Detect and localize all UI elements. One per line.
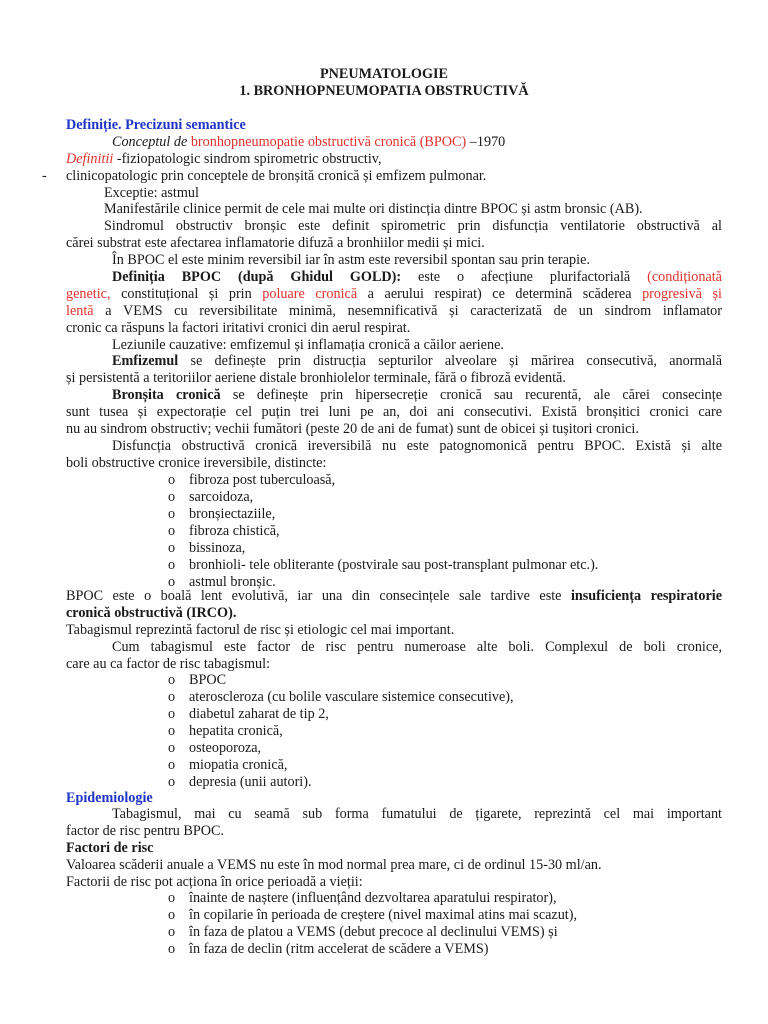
bullet-marker: o <box>168 574 176 590</box>
section-heading-factori: Factori de risc <box>66 840 154 856</box>
concept-label: Conceptul de <box>112 134 191 150</box>
gold-line1 <box>112 269 722 286</box>
gold-text-3: a aerului respirat) ce determină scăderea <box>357 286 643 302</box>
cum-line2: care au ca factor de risc tabagismul: <box>66 656 271 672</box>
list-item-text: bronșiectaziile, <box>189 506 276 522</box>
definitii-label: Definitii <box>66 151 114 167</box>
list-item-text: în faza de declin (ritm accelerat de scădere a VEMS) <box>189 941 489 957</box>
list-item-text: depresia (unii autori). <box>189 774 312 790</box>
emfizem-line1 <box>112 353 722 370</box>
list-item-text: sarcoidoza, <box>189 489 254 505</box>
paragraph-sindrom-line2: cărei substrat este afectarea inflamatorie difuză a bronhiilor medii și mici. <box>66 235 485 251</box>
list-item-text: astmul bronșic. <box>189 574 276 590</box>
gold-line2 <box>66 286 722 303</box>
list-item-text: miopatia cronică, <box>189 757 288 773</box>
irco-line1 <box>66 588 722 605</box>
emfizem-term: Emfizemul <box>112 353 179 369</box>
line-exceptie: Exceptie: astmul <box>104 185 199 201</box>
bronsita-term: Bronșita cronică <box>112 387 221 403</box>
list-item-text: înainte de naștere (influențând dezvoltarea aparatului respirator), <box>189 890 557 906</box>
gold-line4: cronic ca răspuns la factori iritativi cronici din aerul respirat. <box>66 320 411 336</box>
bullet-marker: o <box>168 757 176 773</box>
bullet-marker: o <box>168 907 176 923</box>
gold-red-4: progresivă și <box>642 286 722 302</box>
list-item-text: BPOC <box>189 672 227 688</box>
bullet-marker: o <box>168 723 176 739</box>
gold-red-5: lentă <box>66 303 94 319</box>
list-item-text: în faza de platou a VEMS (debut precoce al declinului VEMS) și <box>189 924 558 940</box>
concept-term: bronhopneumopatie obstructivă cronică (BPOC) <box>190 134 467 150</box>
concept-year: –1970 <box>466 134 506 150</box>
list-item-text: fibroza chistică, <box>189 523 280 539</box>
line-clinico <box>42 168 722 185</box>
bullet-marker: o <box>168 506 176 522</box>
bullet-marker: o <box>168 523 176 539</box>
bullet-marker: o <box>168 557 176 573</box>
chapter-title: 1. BRONHOPNEUMOPATIA OBSTRUCTIVĂ <box>239 83 529 99</box>
paragraph-bpoc-reversibil: În BPOC el este minim reversibil iar în astm este reversibil spontan sau prin terapie. <box>112 252 590 268</box>
paragraph-leziuni: Leziunile cauzative: emfizemul și inflamația cronică a căilor aeriene. <box>112 337 504 353</box>
paragraph-manifestari: Manifestările clinice permit de cele mai multe ori distincția dintre BPOC și astm bronsic (AB). <box>104 201 643 217</box>
irco-text: BPOC este o boală lent evolutivă, iar una din consecințele sale tardive este <box>66 588 571 604</box>
disfunctie-line2: boli obstructive cronice ireversibile, distincte: <box>66 455 327 471</box>
bullet-marker: o <box>168 890 176 906</box>
bullet-marker: o <box>168 472 176 488</box>
definitii-text: -fiziopatologic sindrom spirometric obstructiv, <box>113 151 382 167</box>
dash-marker: - <box>42 168 47 184</box>
gold-text-2: constituțional și prin <box>110 286 263 302</box>
bullet-marker: o <box>168 689 176 705</box>
gold-text-4: a VEMS cu reversibilitate minimă, nesemnificativă și caracterizată de un sindrom inflamator <box>93 303 722 319</box>
bullet-marker: o <box>168 540 176 556</box>
list-item-text: ateroscleroza (cu bolile vasculare sistemice consecutive), <box>189 689 514 705</box>
paragraph-sindrom-line1: Sindromul obstructiv bronșic este definit spirometric prin disfuncția ventilatorie obstructivă al <box>104 218 722 234</box>
bullet-marker: o <box>168 774 176 790</box>
irco-line2: cronică obstructivă (IRCO). <box>66 605 237 621</box>
list-item-text: fibroza post tuberculoasă, <box>189 472 336 488</box>
clinico-text: clinicopatologic prin conceptele de bronșită cronică și emfizem pulmonar. <box>66 168 487 184</box>
gold-heading: Definiția BPOC (după Ghidul GOLD): <box>112 269 402 285</box>
line-definitii <box>66 151 722 168</box>
bronsita-text: se definește prin hipersecreție cronică sau recurentă, ale cărei consecințe <box>220 387 722 403</box>
gold-red-1: (condiționată <box>647 269 722 285</box>
bullet-marker: o <box>168 672 176 688</box>
list-item-text: osteoporoza, <box>189 740 262 756</box>
list-item-text: hepatita cronică, <box>189 723 283 739</box>
bronsita-line3: nu au sindrom obstructiv; vechii fumători (peste 20 de ani de fumat) sunt de obicei și tușitori cronici. <box>66 421 639 437</box>
bullet-marker: o <box>168 740 176 756</box>
bullet-marker: o <box>168 706 176 722</box>
list-item-text: bronhioli- tele obliterante (postvirale sau post-transplant pulmonar etc.). <box>189 557 599 573</box>
emfizem-text: se definește prin distrucția septurilor alveolare și mărirea consecutivă, anormală <box>178 353 722 369</box>
bullet-marker: o <box>168 924 176 940</box>
section-heading-definitie: Definiție. Precizuni semantice <box>66 117 246 133</box>
document-title: PNEUMATOLOGIE <box>320 66 448 82</box>
list-item-text: în copilarie în perioada de creștere (nivel maximal atins mai scazut), <box>189 907 578 923</box>
bullet-marker: o <box>168 941 176 957</box>
bronsita-line1 <box>112 387 722 404</box>
emfizem-line2: și persistentă a teritoriilor aeriene distale bronhiolelor terminale, fără o fibroză evidentă. <box>66 370 566 386</box>
bullet-marker: o <box>168 489 176 505</box>
paragraph-tabagism: Tabagismul reprezintă factorul de risc și etiologic cel mai important. <box>66 622 455 638</box>
gold-text-1: este o afecțiune plurifactorială <box>401 269 648 285</box>
epid-line1: Tabagismul, mai cu seamă sub forma fumatului de țigarete, reprezintă cel mai important <box>112 806 722 822</box>
disfunctie-line1: Disfuncția obstructivă cronică ireversibilă nu este patognomonică pentru BPOC. Există și alte <box>112 438 722 454</box>
line-concept <box>112 134 768 151</box>
gold-red-3: poluare cronică <box>262 286 358 302</box>
gold-red-2: genetic, <box>66 286 111 302</box>
paragraph-factorii: Factorii de risc pot acționa în orice perioadă a vieții: <box>66 874 363 890</box>
bronsita-line2: sunt tusea și expectorație cel puțin trei luni pe an, doi ani consecutivi. Există bronșitici cronici care <box>66 404 722 420</box>
list-item-text: bissinoza, <box>189 540 246 556</box>
epid-line2: factor de risc pentru BPOC. <box>66 823 224 839</box>
paragraph-valoarea: Valoarea scăderii anuale a VEMS nu este în mod normal prea mare, ci de ordinul 15-30 ml/an. <box>66 857 602 873</box>
list-item-text: diabetul zaharat de tip 2, <box>189 706 329 722</box>
cum-line1: Cum tabagismul este factor de risc pentru numeroase alte boli. Complexul de boli cronice, <box>112 639 722 655</box>
irco-term-1: insuficiența respiratorie <box>570 588 723 604</box>
section-heading-epidemiologie: Epidemiologie <box>66 790 153 806</box>
gold-line3 <box>66 303 722 320</box>
